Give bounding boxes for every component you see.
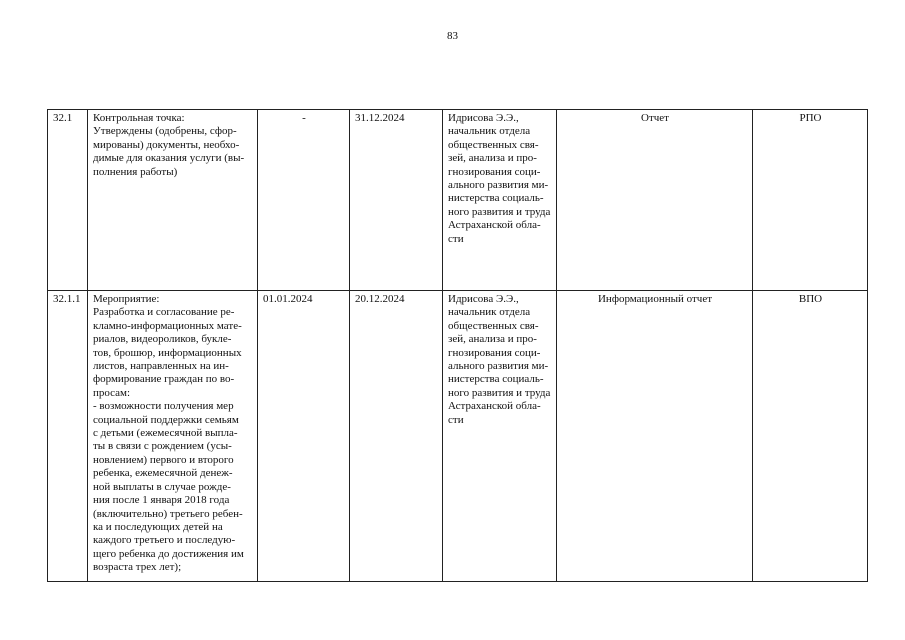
start-date: - [258, 110, 350, 291]
plan-table [47, 109, 868, 582]
control-level: РПО [753, 110, 868, 291]
row-number: 32.1 [48, 110, 88, 291]
task-description: Мероприятие: Разработка и согласование ре- кламно-информационных мате- риалов, видеороликов, букле- тов, брошюр, информационных листов, направленных на ин- формирование граждан по во- просам: - возможности получения мер социальной поддержки семьям с детьми (ежемесячной выпла- ты в связи с рождением (усы- новлением) первого и второго ребенка, ежемесячной денеж- ной выплаты в случае рожде- ния после 1 января 2018 года (включительно) третьего ребен- ка и последующих детей на каждого третьего и последую- щего ребенка до достижения им возраста трех лет); [88, 291, 258, 582]
document-type: Отчет [557, 110, 753, 291]
table-row [48, 110, 868, 291]
table-row [48, 291, 868, 582]
page-number: 83 [447, 30, 458, 42]
task-description: Контрольная точка: Утверждены (одобрены, сфор- мированы) документы, необхо- димые для оказания услуги (вы- полнения работы) [88, 110, 258, 291]
end-date: 31.12.2024 [350, 110, 443, 291]
end-date: 20.12.2024 [350, 291, 443, 582]
responsible-person: Идрисова Э.Э., начальник отдела общественных свя- зей, анализа и про- гнозирования соци- ального развития ми- нистерства социаль- ного развития и труда Астраханской обла- сти [443, 110, 557, 291]
document-type: Информационный отчет [557, 291, 753, 582]
control-level: ВПО [753, 291, 868, 582]
row-number: 32.1.1 [48, 291, 88, 582]
responsible-person: Идрисова Э.Э., начальник отдела общественных свя- зей, анализа и про- гнозирования соци- ального развития ми- нистерства социаль- ного развития и труда Астраханской обла- сти [443, 291, 557, 582]
start-date: 01.01.2024 [258, 291, 350, 582]
